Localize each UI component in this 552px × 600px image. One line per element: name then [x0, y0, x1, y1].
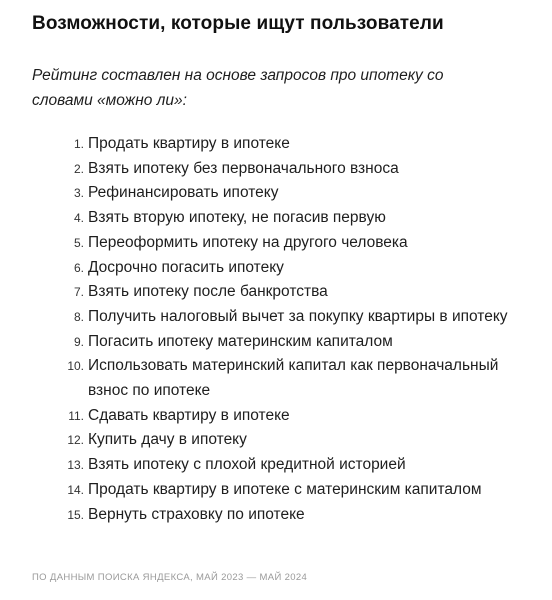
list-item-number: 15. — [67, 507, 84, 522]
list-item-text: Переоформить ипотеку на другого человека — [88, 233, 408, 251]
list-item-number: 7. — [73, 285, 84, 300]
rating-list — [32, 132, 524, 527]
list-item — [32, 305, 524, 330]
list-item-number: 9. — [73, 334, 84, 349]
list-item-text: Продать квартиру в ипотеке — [88, 135, 290, 152]
list-item-text: Рефинансировать ипотеку — [88, 184, 279, 202]
source-note: ПО ДАННЫМ ПОИСКА ЯНДЕКСА, МАЙ 2023 — МАЙ 2024 — [32, 572, 308, 583]
list-item-number: 1. — [73, 137, 84, 151]
list-item — [32, 280, 524, 305]
list-item-number: 4. — [73, 211, 84, 226]
list-item-text: Использовать материнский капитал как первоначальный взнос по ипотеке — [88, 357, 499, 400]
list-item — [32, 330, 524, 355]
list-item — [32, 157, 524, 182]
list-item-text: Вернуть страховку по ипотеке — [88, 505, 305, 523]
list-item-number: 2. — [73, 161, 84, 176]
list-item-text: Взять ипотеку с плохой кредитной историей — [88, 456, 406, 474]
list-item-number: 8. — [73, 309, 84, 324]
list-item — [32, 206, 524, 231]
list-item-number: 10. — [67, 359, 84, 374]
list-item-text: Купить дачу в ипотеку — [88, 431, 247, 449]
intro-text: Рейтинг составлен на основе запросов про ипотеку со словами «можно ли»: — [32, 67, 444, 109]
list-item-number: 5. — [73, 235, 84, 250]
list-item-number: 13. — [67, 458, 84, 473]
list-item — [32, 428, 524, 453]
list-item-text: Взять вторую ипотеку, не погасив первую — [88, 209, 386, 227]
list-item-text: Взять ипотеку без первоначального взноса — [88, 159, 399, 177]
list-item-text: Продать квартиру в ипотеке с материнским капиталом — [88, 480, 482, 498]
list-item — [32, 256, 524, 281]
list-item-text: Получить налоговый вычет за покупку квартиры в ипотеку — [88, 307, 508, 325]
list-item-text: Досрочно погасить ипотеку — [88, 258, 284, 276]
list-item — [32, 453, 524, 478]
list-item — [32, 231, 524, 256]
list-item-text: Погасить ипотеку материнским капиталом — [88, 332, 393, 350]
list-item — [32, 404, 524, 429]
list-item-text: Сдавать квартиру в ипотеке — [88, 406, 290, 424]
list-item-text: Взять ипотеку после банкротства — [88, 283, 328, 301]
list-item-number: 6. — [73, 260, 84, 275]
list-item — [32, 132, 524, 157]
list-item-number: 11. — [68, 408, 84, 423]
list-item — [32, 354, 524, 403]
list-item-number: 14. — [67, 482, 84, 497]
list-item — [32, 181, 524, 206]
section-title: Возможности, которые ищут пользователи — [32, 13, 444, 34]
list-item — [32, 478, 524, 503]
list-item-number: 12. — [67, 433, 84, 448]
list-item-number: 3. — [73, 186, 84, 201]
list-item — [32, 503, 524, 528]
